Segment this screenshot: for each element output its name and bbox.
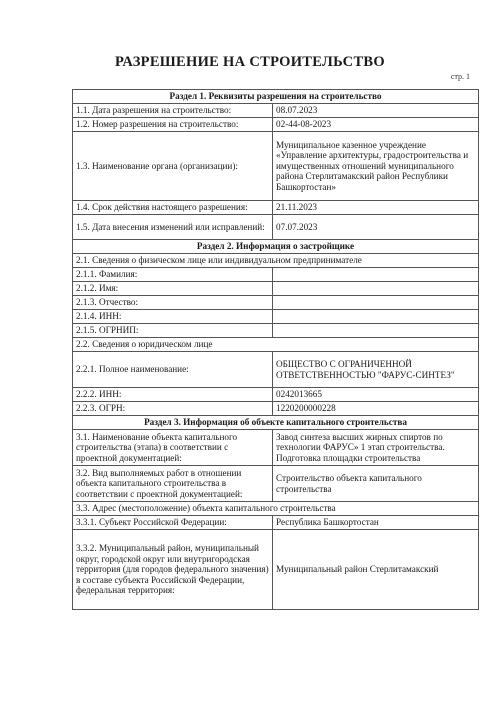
subsection-row: [73, 254, 479, 268]
field-label: 2.1.3. Отчество:: [73, 296, 273, 310]
table-row: [73, 530, 479, 610]
table-row: [73, 215, 479, 240]
table-row: [73, 516, 479, 530]
table-row: [73, 268, 479, 282]
field-label: 2.2.3. ОГРН:: [73, 402, 273, 416]
table-row: [73, 352, 479, 388]
table-row: [73, 466, 479, 502]
field-label: 1.2. Номер разрешения на строительство:: [73, 118, 273, 132]
table-row: [73, 296, 479, 310]
field-label: 3.3.2. Муниципальный район, муниципальный округ, городской округ или внутригородская территория (для городов федерального значения) в составе субъекта Российской Федерации, федеральная территория:: [73, 530, 273, 610]
field-label: 3.3.1. Субъект Российской Федерации:: [73, 516, 273, 530]
subsection-individual-heading: 2.1. Сведения о физическом лице или индивидуальном предпринимателе: [73, 254, 479, 268]
permit-form-table: [72, 89, 479, 610]
field-label: 1.3. Наименование органа (организации):: [73, 132, 273, 201]
field-value: [273, 282, 479, 296]
field-value: [273, 310, 479, 324]
field-label: 2.1.5. ОГРНИП:: [73, 324, 273, 338]
table-row: [73, 282, 479, 296]
field-label: 2.1.4. ИНН:: [73, 310, 273, 324]
field-value: [273, 268, 479, 282]
section-2-heading: Раздел 2. Информация о застройщике: [73, 240, 479, 254]
table-row: [73, 430, 479, 466]
field-value: Муниципальный район Стерлитамакский: [273, 530, 479, 610]
table-row: [73, 201, 479, 215]
page-number: стр. 1: [450, 72, 470, 81]
field-label: 3.2. Вид выполняемых работ в отношении объекта капитального строительства в соответствии с проектной документацией:: [73, 466, 273, 502]
table-row: [73, 132, 479, 201]
subsection-legal-heading: 2.2. Сведения о юридическом лице: [73, 338, 479, 352]
field-value: [273, 324, 479, 338]
section-1-heading-row: [73, 90, 479, 104]
field-value: 21.11.2023: [273, 201, 479, 215]
field-value: 0242013665: [273, 388, 479, 402]
field-label: 2.2.1. Полное наименование:: [73, 352, 273, 388]
field-value: Муниципальное казенное учреждение «Управление архитектуры, градостроительства и имущественных отношений муниципального района Стерлитамакский район Республики Башкортостан»: [273, 132, 479, 201]
section-3-heading: Раздел 3. Информация об объекте капитального строительства: [73, 416, 479, 430]
subsection-row: [73, 502, 479, 516]
section-2-heading-row: [73, 240, 479, 254]
field-value: 07.07.2023: [273, 215, 479, 240]
field-value: Завод синтеза высших жирных спиртов по технологии ФАРУС» 1 этап строительства. Подготовка площадки строительства: [273, 430, 479, 466]
document-title: РАЗРЕШЕНИЕ НА СТРОИТЕЛЬСТВО: [115, 54, 385, 70]
field-label: 1.1. Дата разрешения на строительство:: [73, 104, 273, 118]
table-row: [73, 402, 479, 416]
subsection-address-heading: 3.3. Адрес (местоположение) объекта капитального строительства: [73, 502, 479, 516]
field-value: 08.07.2023: [273, 104, 479, 118]
section-3-heading-row: [73, 416, 479, 430]
field-label: 2.2.2. ИНН:: [73, 388, 273, 402]
field-label: 1.4. Срок действия настоящего разрешения:: [73, 201, 273, 215]
field-value: 02-44-08-2023: [273, 118, 479, 132]
subsection-row: [73, 338, 479, 352]
section-1-heading: Раздел 1. Реквизиты разрешения на строительство: [73, 90, 479, 104]
table-row: [73, 310, 479, 324]
field-value: 1220200000228: [273, 402, 479, 416]
field-label: 3.1. Наименование объекта капитального строительства (этапа) в соответствии с проектной документацией:: [73, 430, 273, 466]
field-value: Строительство объекта капитального строительства: [273, 466, 479, 502]
table-row: [73, 104, 479, 118]
field-label: 2.1.2. Имя:: [73, 282, 273, 296]
table-row: [73, 324, 479, 338]
table-row: [73, 388, 479, 402]
field-value: [273, 296, 479, 310]
field-label: 1.5. Дата внесения изменений или исправлений:: [73, 215, 273, 240]
table-row: [73, 118, 479, 132]
field-label: 2.1.1. Фамилия:: [73, 268, 273, 282]
field-value: Республика Башкортостан: [273, 516, 479, 530]
field-value: ОБЩЕСТВО С ОГРАНИЧЕННОЙ ОТВЕТСТВЕННОСТЬЮ "ФАРУС-СИНТЕЗ": [273, 352, 479, 388]
